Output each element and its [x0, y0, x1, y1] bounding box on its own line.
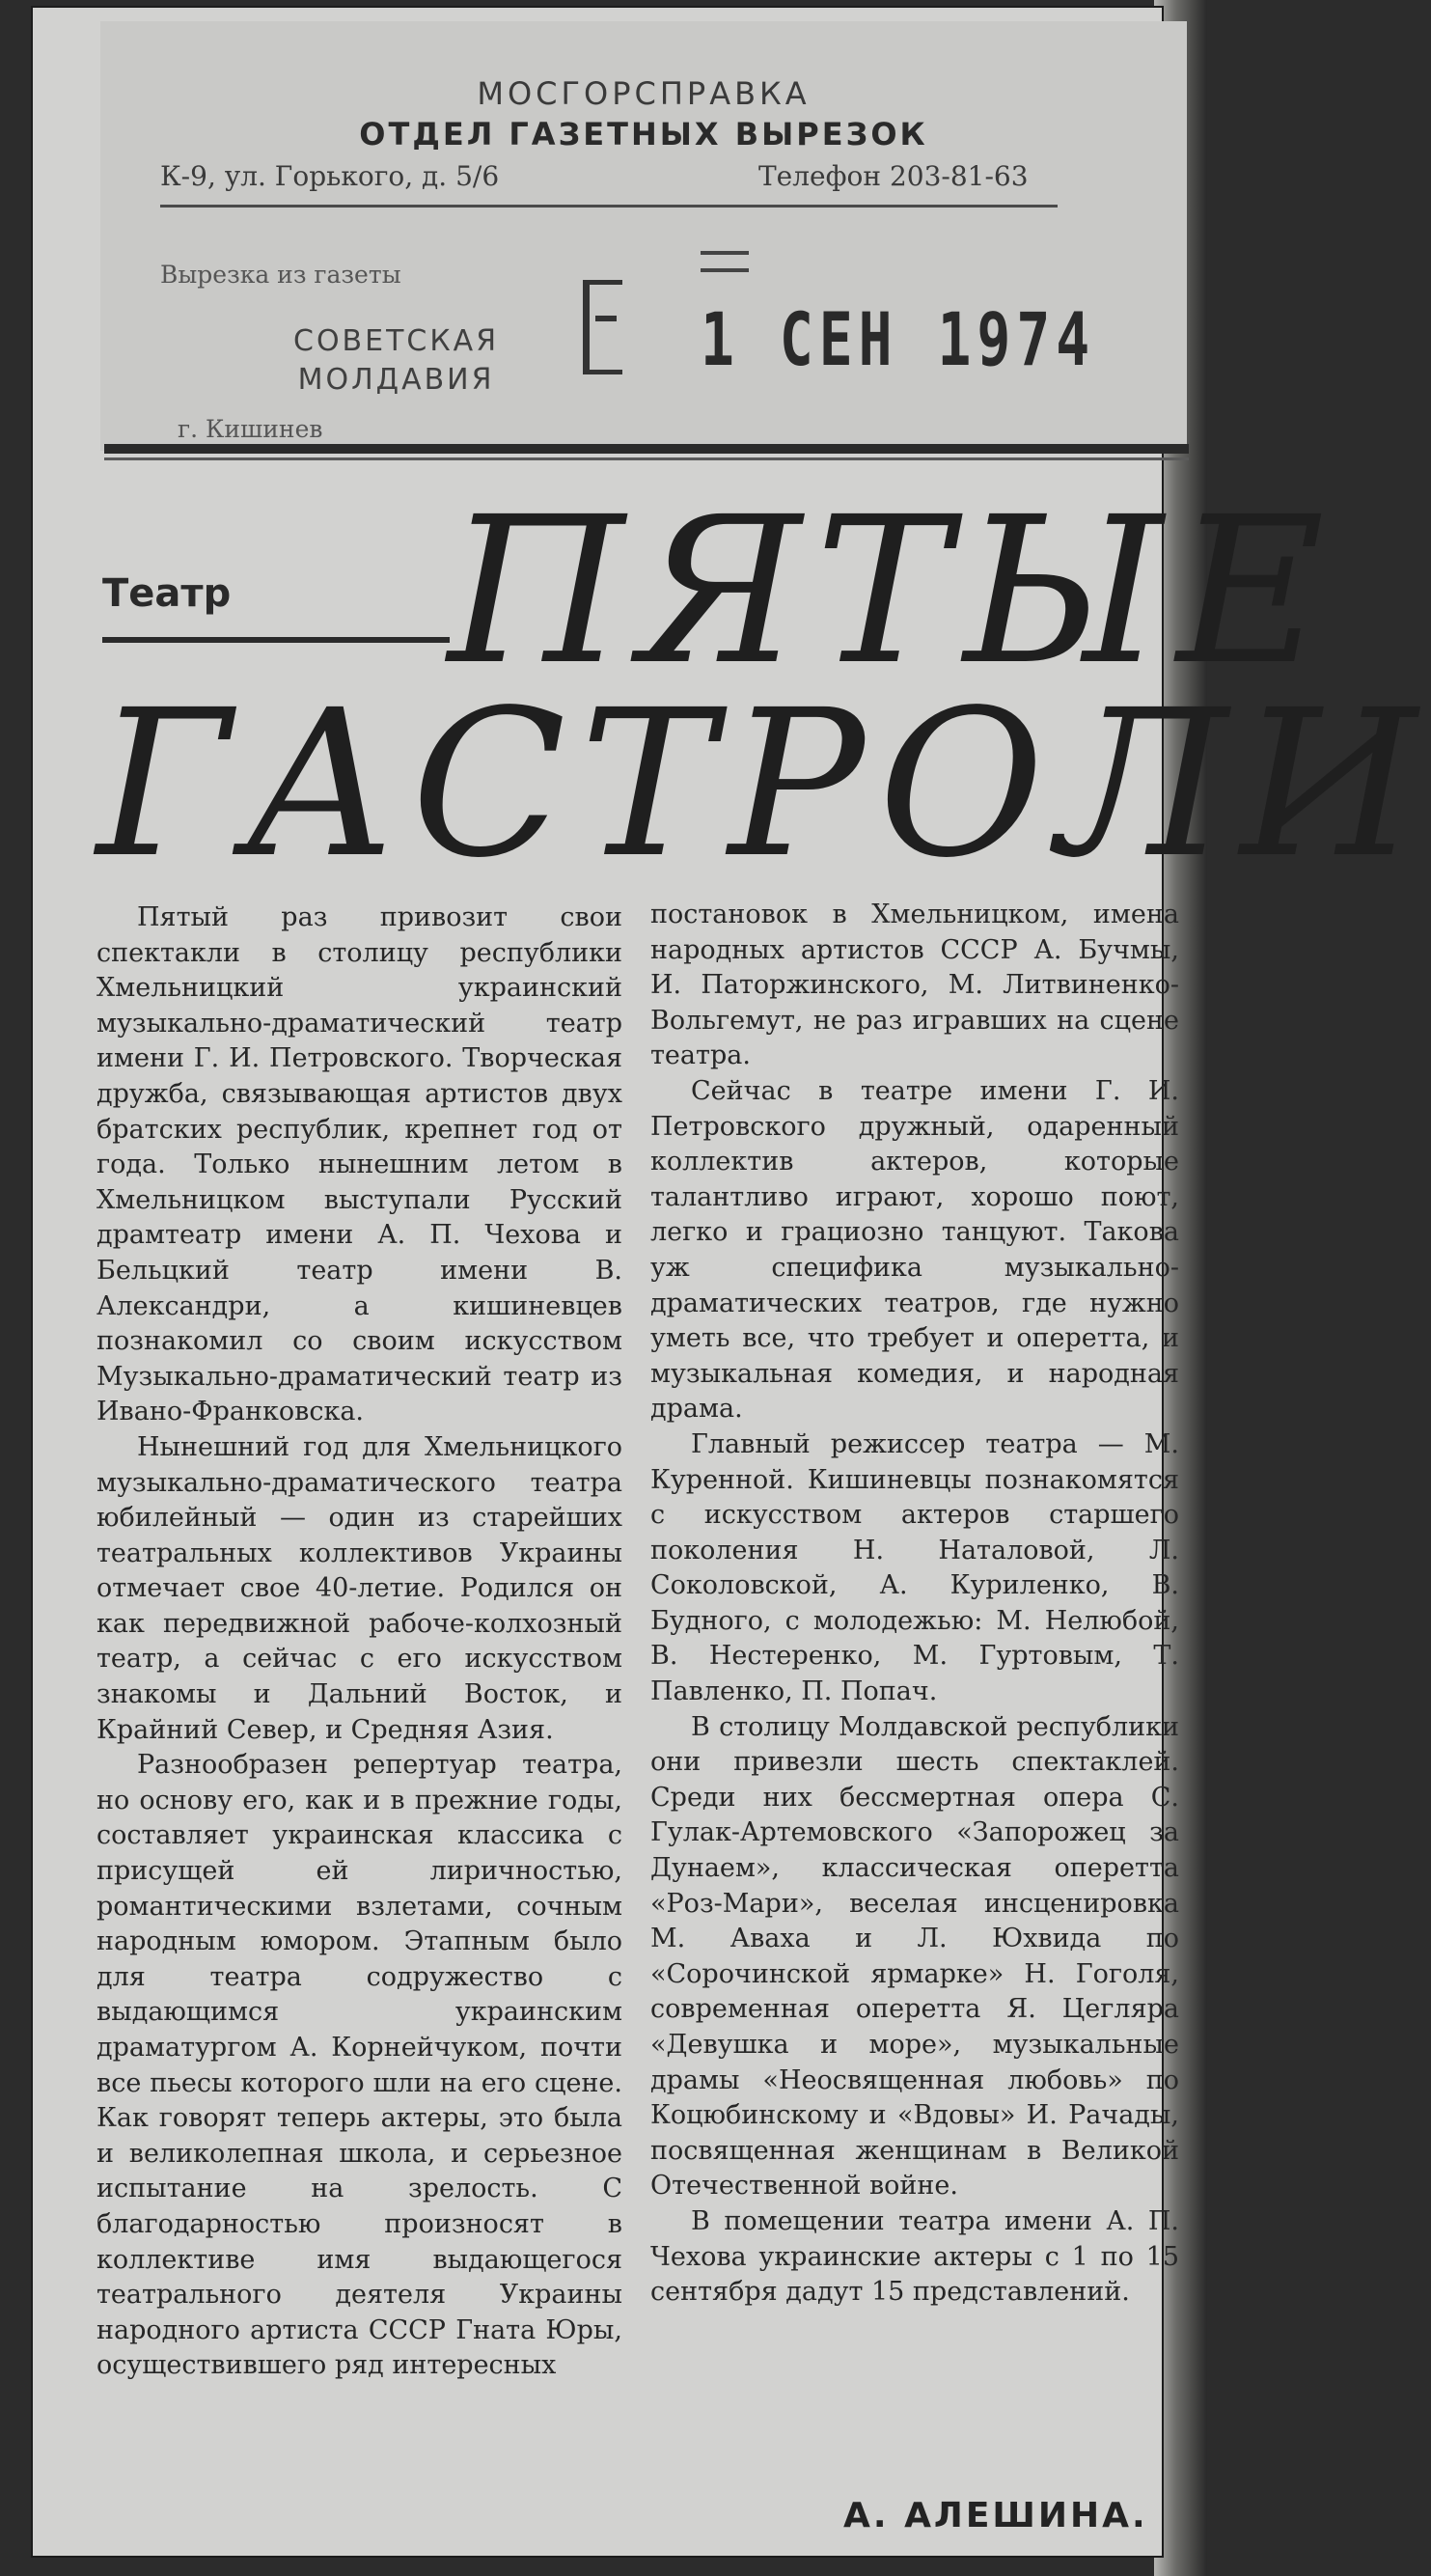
- paragraph: Нынешний год для Хмельницкого музыкально-драматического театра юбилейный — один из старейших театральных коллективов Украины отмечает свое 40-летие. Родился он как передвижной рабоче-колхозный театр, а сейчас с его искусством знакомы и Дальний Восток, и Крайний Север, и Средняя Азия.: [96, 1431, 622, 1745]
- paragraph: Разнообразен репертуар театра, но основу его, как и в прежние годы, составляет украинская классика с присущей ей лиричностью, романтическими взлетами, сочным народным юмором. Этапным было для театра содружество с выдающимся украинским драматургом А. Корнейчуком, почти все пьесы которого шли на его сцене. Как говорят теперь актеры, это была и великолепная школа, и серьезное испытание на зрелость. С благодарностью произносят в коллективе имя выдающегося театрального деятеля Украины народного артиста СССР Гната Юры, осуществившего ряд интересных: [96, 1750, 622, 2381]
- paragraph: Главный режиссер театра — М. Куренной. Кишиневцы познакомятся с искусством актеров старшего поколения Н. Наталовой, Л. Соколовской, А. Куриленко, В. Будного, с молодежью: М. Нелюбой, В. Нестеренко, М. Гуртовым, Т. Павленко, П. Попач.: [650, 1428, 1179, 1707]
- article-column-2: [650, 898, 1179, 2311]
- paragraph: Пятый раз привозит свои спектакли в столицу республики Хмельницкий украинский музыкально-драматический театр имени Г. И. Петровского. Творческая дружба, связывающая артистов двух братских республик, крепнет год от года. Только нынешним летом в Хмельницком выступали Русский драмтеатр имени А. П. Чехова и Бельцкий театр имени В. Александри, а кишиневцев познакомил со своим искусством Музыкально-драматический театр из Ивано-Франковска.: [96, 902, 622, 1427]
- paragraph: Сейчас в театре имени Г. И. Петровского дружный, одаренный коллектив актеров, которые талантливо играют, хорошо поют, легко и грациозно танцуют. Такова уж специфика музыкально-драматических театров, где нужно уметь все, что требует и оперетта, и музыкальная комедия, и народная драма.: [650, 1075, 1179, 1425]
- paragraph: постановок в Хмельницком, имена народных артистов СССР А. Бучмы, И. Паторжинского, М. Литвиненко-Вольгемут, не раз игравших на сцене театра.: [650, 900, 1179, 1071]
- date-stamp: 1 СЕН 1974: [701, 297, 1096, 383]
- paragraph: В помещении театра имени А. П. Чехова украинские актеры с 1 по 15 сентября дадут 15 представлений.: [650, 2205, 1179, 2308]
- heavy-divider: [104, 444, 1189, 454]
- header-rule: [160, 205, 1058, 208]
- clipping-sheet: [33, 8, 1431, 2556]
- newspaper-name-line2: МОЛДАВИЯ: [297, 363, 495, 397]
- agency-name: МОСГОРСПРАВКА: [477, 75, 811, 112]
- headline-line2: ГАСТРОЛИ: [96, 666, 1431, 902]
- headline-line1: ПЯТЫЕ: [448, 473, 1338, 709]
- department-name: ОТДЕЛ ГАЗЕТНЫХ ВЫРЕЗОК: [359, 116, 928, 152]
- date-stamp-mark: [583, 280, 622, 374]
- clipping-service-header: [100, 21, 1187, 451]
- clipping-source-label: Вырезка из газеты: [160, 261, 401, 289]
- newspaper-name-line1: СОВЕТСКАЯ: [293, 324, 500, 358]
- newspaper-name: [293, 322, 499, 400]
- section-underline: [102, 637, 450, 643]
- agency-address: К-9, ул. Горького, д. 5/6: [160, 160, 500, 192]
- article-column-1: [96, 900, 622, 2384]
- newspaper-city: г. Кишинев: [178, 415, 323, 443]
- date-stamp-lines: [701, 251, 749, 272]
- thin-divider: [104, 457, 1189, 460]
- agency-phone: Телефон 203-81-63: [758, 160, 1029, 192]
- section-label: Театр: [102, 571, 232, 616]
- author-byline: А. АЛЕШИНА.: [843, 2496, 1148, 2535]
- paragraph: В столицу Молдавской республики они привезли шесть спектаклей. Среди них бессмертная опера С. Гулак-Артемовского «Запорожец за Дунаем», классическая оперетта «Роз-Мари», веселая инсценировка М. Аваха и Л. Юхвида по «Сорочинской ярмарке» Н. Гоголя, современная оперетта Я. Цегляра «Девушка и море», музыкальные драмы «Неосвященная любовь» по Коцюбинскому и «Вдовы» И. Рачады, посвященная женщинам в Великой Отечественной войне.: [650, 1711, 1179, 2202]
